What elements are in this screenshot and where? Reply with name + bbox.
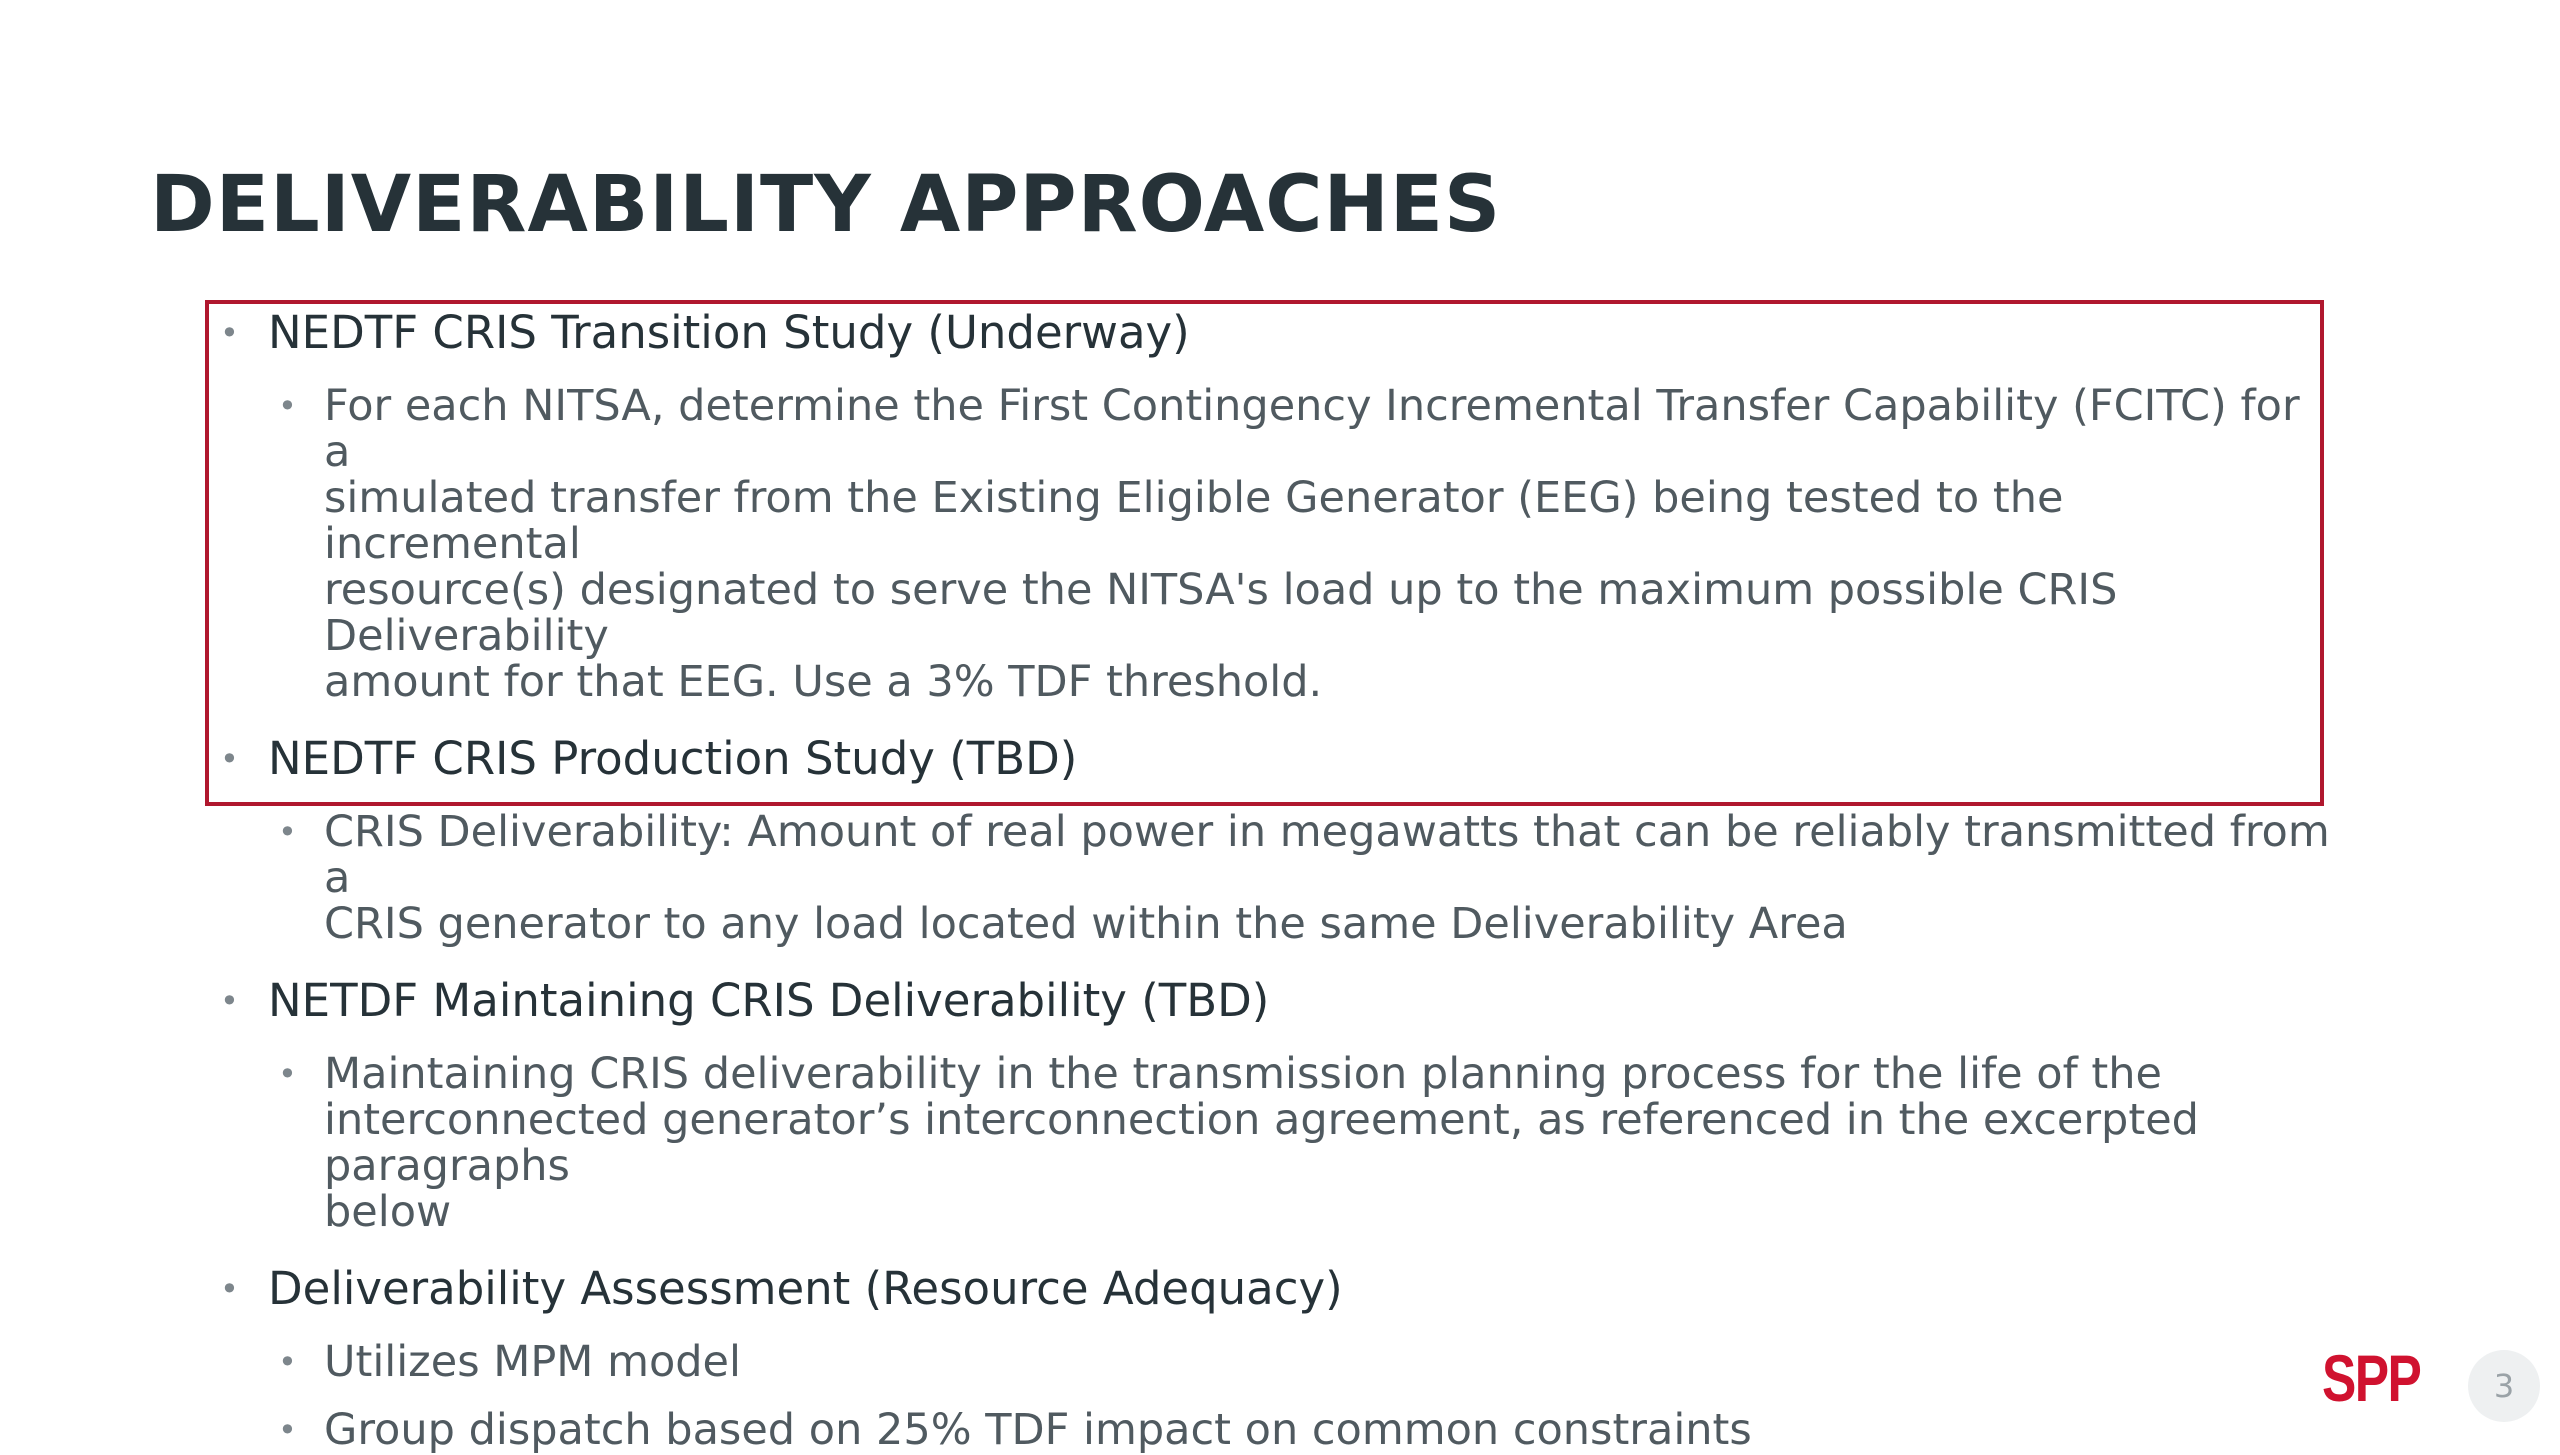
bullet-item — [220, 973, 2330, 1029]
sub-bullet-item — [220, 383, 2330, 705]
bullet-dot-icon: • — [220, 740, 239, 778]
sub-bullet-line: interconnected generator’s interconnection agreement, as referenced in the excerpted paragraphs — [324, 1095, 2199, 1191]
bullet-dot-icon: • — [278, 1411, 297, 1449]
sub-bullet-line: simulated transfer from the Existing Eligible Generator (EEG) being tested to the incremental — [324, 473, 2064, 569]
bullet-label: NEDTF CRIS Transition Study (Underway) — [268, 306, 1190, 359]
sub-bullet-line: Group dispatch based on 25% TDF impact on common constraints — [324, 1405, 1752, 1455]
sub-bullet-item — [220, 1339, 2330, 1385]
bullet-item — [220, 731, 2330, 787]
slide-title: DELIVERABILITY APPROACHES — [150, 160, 1502, 250]
bullet-label: NETDF Maintaining CRIS Deliverability (TBD) — [268, 974, 1270, 1027]
sub-bullet-item — [220, 1407, 2330, 1453]
bullet-dot-icon: • — [278, 813, 297, 851]
bullet-dot-icon: • — [278, 387, 297, 425]
bullet-label: NEDTF CRIS Production Study (TBD) — [268, 732, 1078, 785]
page-number: 3 — [2468, 1350, 2540, 1422]
sub-bullet-line: amount for that EEG. Use a 3% TDF threshold. — [324, 657, 1323, 707]
bullet-dot-icon: • — [220, 1270, 239, 1308]
bullet-label: Deliverability Assessment (Resource Adequacy) — [268, 1262, 1343, 1315]
bullet-dot-icon: • — [220, 982, 239, 1020]
sub-bullet-line: Utilizes MPM model — [324, 1337, 741, 1387]
sub-bullet-line: CRIS generator to any load located within the same Deliverability Area — [324, 899, 1848, 949]
spp-logo-text: SPP — [2322, 1341, 2421, 1415]
bullet-item — [220, 305, 2330, 361]
sub-bullet-line: CRIS Deliverability: Amount of real power in megawatts that can be reliably transmitted from a — [324, 807, 2330, 903]
sub-bullet-line: below — [324, 1187, 452, 1237]
sub-bullet-line: For each NITSA, determine the First Contingency Incremental Transfer Capability (FCITC) for a — [324, 381, 2300, 477]
bullet-list — [220, 305, 2330, 1453]
bullet-dot-icon: • — [278, 1343, 297, 1381]
bullet-dot-icon: • — [220, 314, 239, 352]
sub-bullet-item — [220, 809, 2330, 947]
bullet-item — [220, 1261, 2330, 1317]
sub-bullet-line: resource(s) designated to serve the NITSA's load up to the maximum possible CRIS Deliverability — [324, 565, 2118, 661]
sub-bullet-item — [220, 1051, 2330, 1235]
spp-logo — [2318, 1338, 2448, 1418]
sub-bullet-line: Maintaining CRIS deliverability in the transmission planning process for the life of the — [324, 1049, 2162, 1099]
bullet-dot-icon: • — [278, 1055, 297, 1093]
